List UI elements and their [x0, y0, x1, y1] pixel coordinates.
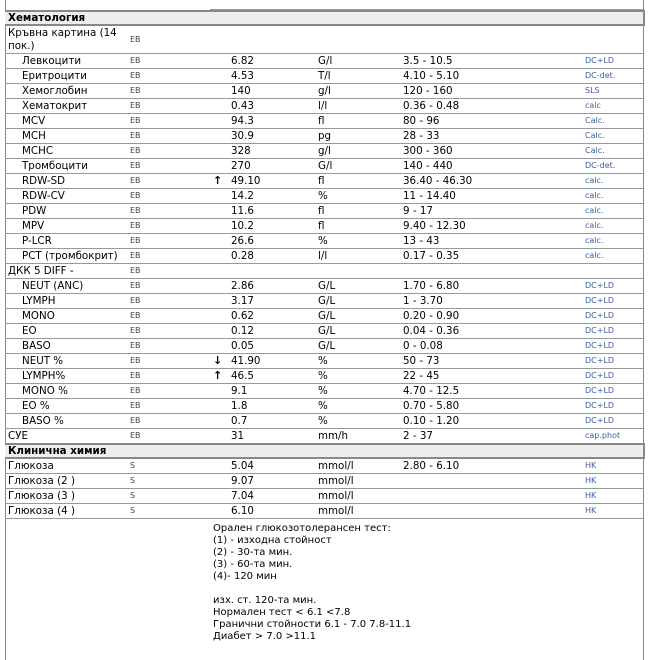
result-value	[207, 114, 318, 129]
unit	[318, 25, 403, 54]
value-text: 0.43	[231, 100, 254, 112]
arrow-up-icon: ↑	[213, 174, 223, 187]
sample-source: EB	[130, 339, 207, 354]
unit: mm/h	[318, 429, 403, 445]
method: DC+LD	[585, 294, 644, 309]
table-row	[5, 144, 644, 159]
table-row	[5, 489, 644, 504]
method: calc.	[585, 234, 644, 249]
reference-range: 140 - 440	[403, 159, 585, 174]
method: calc.	[585, 204, 644, 219]
method: DC+LD	[585, 279, 644, 294]
reference-range: 300 - 360	[403, 144, 585, 159]
unit: mmol/l	[318, 489, 403, 504]
method: Calc.	[585, 114, 644, 129]
unit: %	[318, 354, 403, 369]
test-name: Еритроцити	[5, 69, 130, 84]
result-value	[207, 458, 318, 474]
unit: %	[318, 369, 403, 384]
reference-range: 3.5 - 10.5	[403, 54, 585, 69]
method: DC+LD	[585, 384, 644, 399]
sample-source: S	[130, 489, 207, 504]
table-row	[5, 174, 644, 189]
test-name: P-LCR	[5, 234, 130, 249]
note-line: Орален глюкозотолерансен тест:	[213, 523, 391, 534]
test-name: RDW-SD	[5, 174, 130, 189]
test-name: LYMPH%	[5, 369, 130, 384]
value-text: 3.17	[231, 295, 254, 307]
reference-range: 0.10 - 1.20	[403, 414, 585, 429]
value-text: 328	[231, 145, 251, 157]
table-row	[5, 189, 644, 204]
reference-range	[403, 489, 585, 504]
section-header	[5, 444, 644, 458]
method: DC+LD	[585, 309, 644, 324]
method: calc.	[585, 249, 644, 264]
sample-source: EB	[130, 429, 207, 445]
table-row	[5, 474, 644, 489]
unit: G/L	[318, 324, 403, 339]
sample-source: S	[130, 458, 207, 474]
table-row	[5, 339, 644, 354]
value-text: 0.7	[231, 415, 248, 427]
table-row	[5, 159, 644, 174]
result-value	[207, 189, 318, 204]
reference-range: 2 - 37	[403, 429, 585, 445]
result-value	[207, 129, 318, 144]
table-row	[5, 414, 644, 429]
table-row	[5, 84, 644, 99]
unit: G/L	[318, 294, 403, 309]
table-row	[5, 219, 644, 234]
method: cap.phot	[585, 429, 644, 445]
reference-range: 0 - 0.08	[403, 339, 585, 354]
method: Calc.	[585, 144, 644, 159]
value-text: 0.28	[231, 250, 254, 262]
reference-range: 4.10 - 5.10	[403, 69, 585, 84]
method: DC-det.	[585, 69, 644, 84]
sample-source: EB	[130, 324, 207, 339]
table-row	[5, 249, 644, 264]
value-text: 49.10	[231, 175, 261, 187]
note-line: Диабет > 7.0 >11.1	[213, 631, 317, 642]
result-value	[207, 474, 318, 489]
reference-range: 120 - 160	[403, 84, 585, 99]
value-text: 0.12	[231, 325, 254, 337]
result-value	[207, 384, 318, 399]
test-name: RDW-CV	[5, 189, 130, 204]
sample-source: EB	[130, 54, 207, 69]
unit: mmol/l	[318, 504, 403, 519]
method: HK	[585, 489, 644, 504]
unit: %	[318, 234, 403, 249]
note-line: (3) - 60-та мин.	[213, 559, 293, 570]
result-value	[207, 399, 318, 414]
method: SLS	[585, 84, 644, 99]
sample-source: EB	[130, 264, 207, 279]
test-name: MCHC	[5, 144, 130, 159]
test-name: Глюкоза (3 )	[5, 489, 130, 504]
result-value	[207, 144, 318, 159]
method: HK	[585, 474, 644, 489]
sample-source: EB	[130, 129, 207, 144]
section-title: Клинична химия	[5, 444, 644, 458]
test-name: EO %	[5, 399, 130, 414]
test-name: BASO	[5, 339, 130, 354]
sample-source: EB	[130, 84, 207, 99]
result-value	[207, 414, 318, 429]
value-text: 6.82	[231, 55, 254, 67]
sample-source: EB	[130, 174, 207, 189]
value-text: 270	[231, 160, 251, 172]
test-name: NEUT %	[5, 354, 130, 369]
reference-range: 50 - 73	[403, 354, 585, 369]
table-row	[5, 399, 644, 414]
reference-range: 2.80 - 6.10	[403, 458, 585, 474]
sample-source: EB	[130, 384, 207, 399]
unit: %	[318, 189, 403, 204]
note-line: (2) - 30-та мин.	[213, 547, 293, 558]
test-name: Глюкоза	[5, 458, 130, 474]
unit: mmol/l	[318, 458, 403, 474]
value-text: 10.2	[231, 220, 254, 232]
test-name: Кръвна картина (14 пок.)	[5, 25, 130, 54]
sample-source: EB	[130, 234, 207, 249]
test-name: ДКК 5 DIFF -	[5, 264, 130, 279]
table-row	[5, 458, 644, 474]
result-value	[207, 69, 318, 84]
test-name: EO	[5, 324, 130, 339]
method: calc.	[585, 219, 644, 234]
result-value	[207, 369, 318, 384]
method: calc.	[585, 189, 644, 204]
table-row	[5, 129, 644, 144]
method: DC+LD	[585, 324, 644, 339]
test-name: Глюкоза (2 )	[5, 474, 130, 489]
value-text: 31	[231, 430, 245, 442]
value-text: 0.62	[231, 310, 254, 322]
sample-source: EB	[130, 69, 207, 84]
arrow-down-icon: ↓	[213, 354, 223, 367]
reference-range: 1 - 3.70	[403, 294, 585, 309]
table-row	[5, 264, 644, 279]
unit: fl	[318, 174, 403, 189]
sample-source: EB	[130, 399, 207, 414]
table-row	[5, 324, 644, 339]
unit: T/l	[318, 69, 403, 84]
test-name: Хематокрит	[5, 99, 130, 114]
value-text: 7.04	[231, 490, 254, 502]
result-value	[207, 339, 318, 354]
test-name: Тромбоцити	[5, 159, 130, 174]
result-value	[207, 84, 318, 99]
table-row	[5, 204, 644, 219]
value-text: 46.5	[231, 370, 254, 382]
section-title: Хематология	[5, 11, 644, 25]
value-text: 5.04	[231, 460, 254, 472]
table-row	[5, 294, 644, 309]
unit: l/l	[318, 249, 403, 264]
method: DC+LD	[585, 369, 644, 384]
method: DC-det.	[585, 159, 644, 174]
unit: G/L	[318, 339, 403, 354]
reference-range: 22 - 45	[403, 369, 585, 384]
sample-source: EB	[130, 249, 207, 264]
reference-range: 4.70 - 12.5	[403, 384, 585, 399]
result-value	[207, 429, 318, 445]
sample-source: S	[130, 504, 207, 519]
reference-range	[403, 474, 585, 489]
result-value	[207, 174, 318, 189]
test-name: BASO %	[5, 414, 130, 429]
sample-source: EB	[130, 144, 207, 159]
method: DC+LD	[585, 54, 644, 69]
table-row	[5, 99, 644, 114]
value-text: 140	[231, 85, 251, 97]
unit: l/l	[318, 99, 403, 114]
reference-range	[403, 504, 585, 519]
sample-source: EB	[130, 204, 207, 219]
unit: fl	[318, 219, 403, 234]
unit: %	[318, 399, 403, 414]
method: DC+LD	[585, 414, 644, 429]
note-line: изх. ст. 120-та мин.	[213, 595, 317, 606]
reference-range: 80 - 96	[403, 114, 585, 129]
sample-source: EB	[130, 309, 207, 324]
result-value	[207, 489, 318, 504]
value-text: 94.3	[231, 115, 254, 127]
note-line	[213, 583, 411, 595]
unit: g/l	[318, 144, 403, 159]
test-name: Хемоглобин	[5, 84, 130, 99]
test-name: NEUT (ANC)	[5, 279, 130, 294]
reference-range: 0.20 - 0.90	[403, 309, 585, 324]
reference-range	[403, 25, 585, 54]
test-name: MONO %	[5, 384, 130, 399]
method: DC+LD	[585, 354, 644, 369]
note-line: (1) - изходна стойност	[213, 535, 332, 546]
table-row	[5, 309, 644, 324]
unit: G/l	[318, 159, 403, 174]
reference-range: 11 - 14.40	[403, 189, 585, 204]
test-name: PCT (тромбокрит)	[5, 249, 130, 264]
reference-range: 9 - 17	[403, 204, 585, 219]
sample-source: EB	[130, 369, 207, 384]
test-name: СУЕ	[5, 429, 130, 445]
method: calc.	[585, 174, 644, 189]
section-header	[5, 11, 644, 25]
value-text: 26.6	[231, 235, 254, 247]
table-row	[5, 429, 644, 445]
value-text: 30.9	[231, 130, 254, 142]
value-text: 9.07	[231, 475, 254, 487]
method: DC+LD	[585, 339, 644, 354]
value-text: 4.53	[231, 70, 254, 82]
sample-source: EB	[130, 219, 207, 234]
result-value	[207, 309, 318, 324]
table-row	[5, 54, 644, 69]
ogtt-notes	[213, 523, 411, 643]
method: HK	[585, 504, 644, 519]
reference-range: 28 - 33	[403, 129, 585, 144]
method: DC+LD	[585, 399, 644, 414]
value-text: 2.86	[231, 280, 254, 292]
result-value	[207, 25, 318, 54]
sample-source: EB	[130, 354, 207, 369]
arrow-up-icon: ↑	[213, 369, 223, 382]
test-name: MCV	[5, 114, 130, 129]
result-value	[207, 354, 318, 369]
result-value	[207, 54, 318, 69]
reference-range: 36.40 - 46.30	[403, 174, 585, 189]
unit: fl	[318, 114, 403, 129]
result-value	[207, 324, 318, 339]
sample-source: EB	[130, 99, 207, 114]
sample-source: S	[130, 474, 207, 489]
table-row	[5, 354, 644, 369]
reference-range: 0.36 - 0.48	[403, 99, 585, 114]
unit: %	[318, 414, 403, 429]
table-row	[5, 114, 644, 129]
test-name: MCH	[5, 129, 130, 144]
unit: g/l	[318, 84, 403, 99]
unit: fl	[318, 204, 403, 219]
unit: G/L	[318, 309, 403, 324]
unit: %	[318, 384, 403, 399]
unit: G/l	[318, 54, 403, 69]
reference-range: 0.04 - 0.36	[403, 324, 585, 339]
result-value	[207, 219, 318, 234]
note-line: Нормален тест < 6.1 <7.8	[213, 607, 351, 618]
sample-source: EB	[130, 114, 207, 129]
sample-source: EB	[130, 159, 207, 174]
sample-source: EB	[130, 414, 207, 429]
result-value	[207, 99, 318, 114]
sample-source: EB	[130, 25, 207, 54]
result-value	[207, 279, 318, 294]
table-row	[5, 504, 644, 519]
method	[585, 25, 644, 54]
note-line: Гранични стойности 6.1 - 7.0 7.8-11.1	[213, 619, 412, 630]
table-row	[5, 369, 644, 384]
reference-range	[403, 264, 585, 279]
unit: G/L	[318, 279, 403, 294]
test-name: MONO	[5, 309, 130, 324]
value-text: 1.8	[231, 400, 248, 412]
value-text: 11.6	[231, 205, 254, 217]
unit	[318, 264, 403, 279]
result-value	[207, 294, 318, 309]
table-row	[5, 234, 644, 249]
test-name: PDW	[5, 204, 130, 219]
unit: mmol/l	[318, 474, 403, 489]
method: Calc.	[585, 129, 644, 144]
method	[585, 264, 644, 279]
note-line: (4)- 120 мин	[213, 571, 277, 582]
test-name: Левкоцити	[5, 54, 130, 69]
lab-results-table	[5, 10, 645, 519]
table-row	[5, 69, 644, 84]
result-value	[207, 204, 318, 219]
reference-range: 0.17 - 0.35	[403, 249, 585, 264]
value-text: 41.90	[231, 355, 261, 367]
result-value	[207, 234, 318, 249]
sample-source: EB	[130, 189, 207, 204]
reference-range: 0.70 - 5.80	[403, 399, 585, 414]
result-value	[207, 504, 318, 519]
table-row	[5, 279, 644, 294]
test-name: LYMPH	[5, 294, 130, 309]
result-value	[207, 249, 318, 264]
method: calc	[585, 99, 644, 114]
table-row	[5, 384, 644, 399]
test-name: Глюкоза (4 )	[5, 504, 130, 519]
value-text: 9.1	[231, 385, 248, 397]
table-row	[5, 25, 644, 54]
sample-source: EB	[130, 294, 207, 309]
unit: pg	[318, 129, 403, 144]
reference-range: 9.40 - 12.30	[403, 219, 585, 234]
method: HK	[585, 458, 644, 474]
value-text: 6.10	[231, 505, 254, 517]
test-name: MPV	[5, 219, 130, 234]
value-text: 14.2	[231, 190, 254, 202]
reference-range: 1.70 - 6.80	[403, 279, 585, 294]
result-value	[207, 159, 318, 174]
sample-source: EB	[130, 279, 207, 294]
value-text: 0.05	[231, 340, 254, 352]
result-value	[207, 264, 318, 279]
reference-range: 13 - 43	[403, 234, 585, 249]
